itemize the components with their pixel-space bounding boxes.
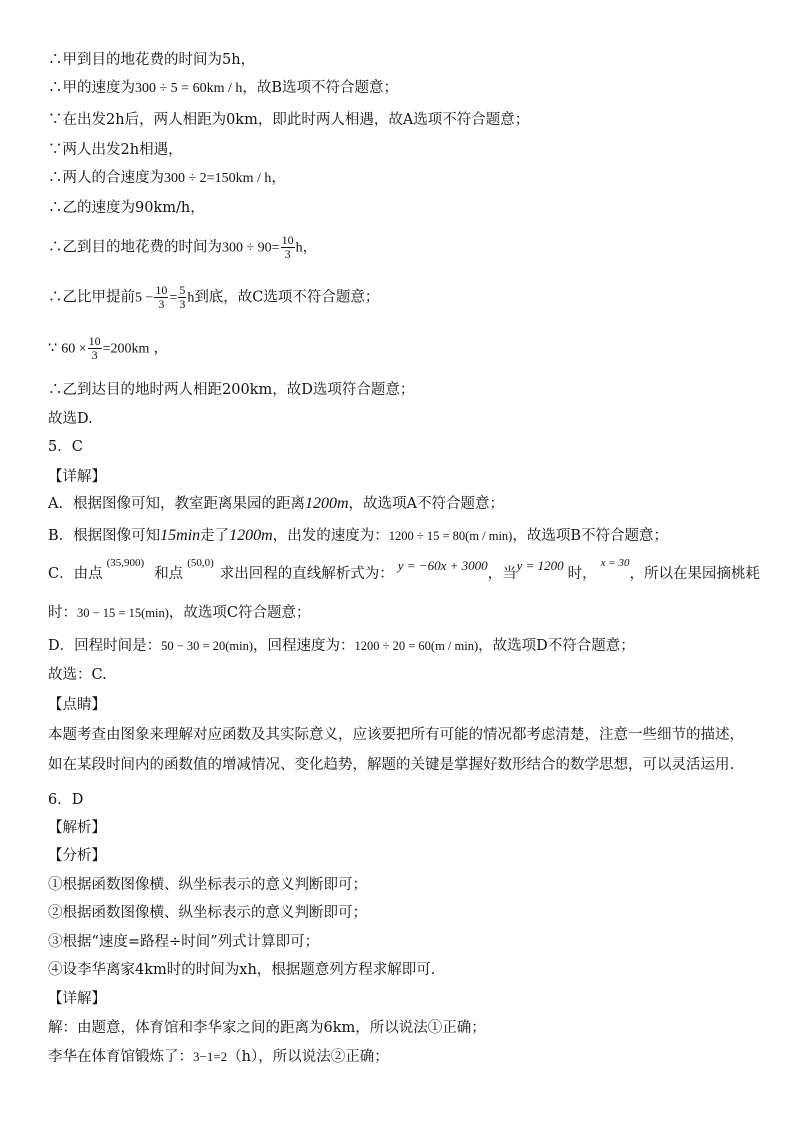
line-18 — [48, 636, 635, 656]
text: D．回程时间是： — [48, 638, 162, 654]
summary-paragraph: 本题考查由图象来理解对应函数及其实际意义，应该要把所有可能的情况都考虑清楚，注意一些细节的描述，如在某段时间内的函数值的增减情况、变化趋势，解题的关键是掌握好数形结合的数学思想，可以灵活运用. — [48, 727, 744, 773]
text: 求出回程的直线解析式为： — [219, 566, 394, 582]
denominator: 3 — [158, 297, 165, 311]
text: ， — [153, 340, 168, 357]
line-10: ∴乙到达目的地时两人相距200km，故D选项符合题意； — [48, 382, 415, 398]
fraction — [281, 234, 295, 261]
text: 到底，故C选项不符合题意； — [194, 289, 380, 306]
formula: 300 ÷ 5 = 60km / h — [135, 81, 243, 96]
formula: y = 1200 — [516, 558, 564, 573]
formula: 30 − 15 = 15(min) — [77, 606, 169, 620]
denominator: 3 — [284, 247, 291, 261]
line-30: 解：由题意，体育馆和李华家之间的距离为6km，所以说法①正确； — [48, 1020, 486, 1036]
formula: x = 30 — [600, 557, 630, 569]
line-6: ∴乙的速度为90km/h， — [48, 200, 205, 216]
line-14 — [48, 494, 504, 514]
text: ，当 — [487, 566, 517, 582]
formula: 1200m — [229, 527, 273, 544]
formula: 300 ÷ 90= — [222, 240, 280, 256]
line-17 — [48, 603, 310, 623]
text: ，出发的速度为： — [272, 528, 389, 544]
text: ，所以在果园摘桃耗 — [629, 566, 760, 582]
fraction — [178, 284, 186, 311]
formula: y = −60x + 3000 — [397, 558, 488, 573]
text: ， — [271, 170, 286, 186]
analysis-item-4: ④设李华离家4km时的时间为xh，根据题意列方程求解即可. — [48, 962, 436, 978]
text: （h），所以说法②正确； — [227, 1049, 389, 1065]
text: ∴甲的速度为 — [48, 80, 135, 96]
formula: 1200 ÷ 15 = 80(m / min) — [388, 529, 513, 543]
text: 和点 — [154, 566, 184, 582]
text: B．根据图像可知 — [48, 528, 161, 544]
formula: 1200 ÷ 20 = 60(m / min) — [354, 639, 479, 653]
line-3: ∵在出发2h后，两人相距为0km，即此时两人相遇，故A选项不符合题意； — [48, 112, 530, 128]
line-16 — [48, 557, 760, 585]
line-9 — [48, 335, 168, 362]
section-heading: 【点睛】 — [48, 697, 106, 713]
line-8 — [48, 284, 379, 311]
text: ∴乙比甲提前 — [48, 289, 135, 306]
numerator: 10 — [155, 283, 168, 297]
section-heading: 【详解】 — [48, 991, 106, 1007]
text: ， — [302, 239, 318, 256]
line-31 — [48, 1047, 389, 1067]
point: (50,0) — [187, 557, 214, 569]
formula: 1200m — [304, 495, 349, 512]
text: 走了 — [200, 528, 230, 544]
line-15 — [48, 526, 668, 546]
point: (35,900) — [106, 557, 145, 569]
text: ∴两人的合速度为 — [48, 170, 164, 186]
text: ∴乙到目的地花费的时间为 — [48, 239, 222, 256]
numerator: 10 — [88, 334, 101, 348]
formula: =200km — [102, 341, 150, 357]
text: 李华在体育馆锻炼了： — [48, 1049, 193, 1065]
text: ，故选项A不符合题意； — [348, 496, 505, 512]
formula: 3−1=2 — [193, 1049, 228, 1064]
text: 时， — [567, 566, 597, 582]
analysis-item-3: ③根据“速度=路程÷时间”列式计算即可； — [48, 934, 320, 950]
question-number-6: 6．D — [48, 792, 84, 808]
line-4: ∵两人出发2h相遇， — [48, 142, 183, 158]
analysis-item-1: ①根据函数图像横、纵坐标表示的意义判断即可； — [48, 877, 367, 893]
denominator: 3 — [91, 348, 98, 362]
formula: 50 − 30 = 20(min) — [161, 639, 253, 653]
text: ，回程速度为： — [253, 638, 355, 654]
text: ，故选项D不符合题意； — [478, 638, 635, 654]
question-number-5: 5．C — [48, 439, 83, 455]
text: ，故选项C符合题意； — [168, 605, 311, 621]
text: 时： — [48, 605, 77, 621]
formula: 60 × — [61, 341, 87, 357]
numerator: 5 — [179, 283, 186, 297]
formula: 5 − — [135, 290, 154, 306]
numerator: 10 — [281, 233, 294, 247]
text: ，故选项B不符合题意； — [512, 528, 669, 544]
line-7 — [48, 234, 317, 261]
fraction — [154, 284, 168, 311]
text: ，故B选项不符合题意； — [242, 80, 399, 96]
line-11: 故选D. — [48, 411, 93, 427]
text: ∵ — [48, 340, 58, 357]
analysis-item-2: ②根据函数图像横、纵坐标表示的意义判断即可； — [48, 905, 367, 921]
equals: = — [169, 290, 178, 306]
section-heading: 【解析】 — [48, 820, 106, 836]
section-heading: 【分析】 — [48, 848, 106, 864]
line-2 — [48, 78, 398, 99]
line-5 — [48, 168, 286, 189]
line-1: ∴甲到目的地花费的时间为5h， — [48, 52, 256, 68]
line-19: 故选：C. — [48, 667, 107, 683]
formula: 15min — [160, 527, 201, 544]
text: A．根据图像可知，教室距离果园的距离 — [48, 496, 305, 512]
denominator: 3 — [179, 297, 186, 311]
text: C．由点 — [48, 566, 103, 582]
unit: h — [295, 240, 303, 256]
unit: h — [187, 290, 195, 306]
fraction — [88, 335, 102, 362]
section-heading: 【详解】 — [48, 469, 106, 485]
formula: 300 ÷ 2=150km / h — [164, 171, 272, 186]
